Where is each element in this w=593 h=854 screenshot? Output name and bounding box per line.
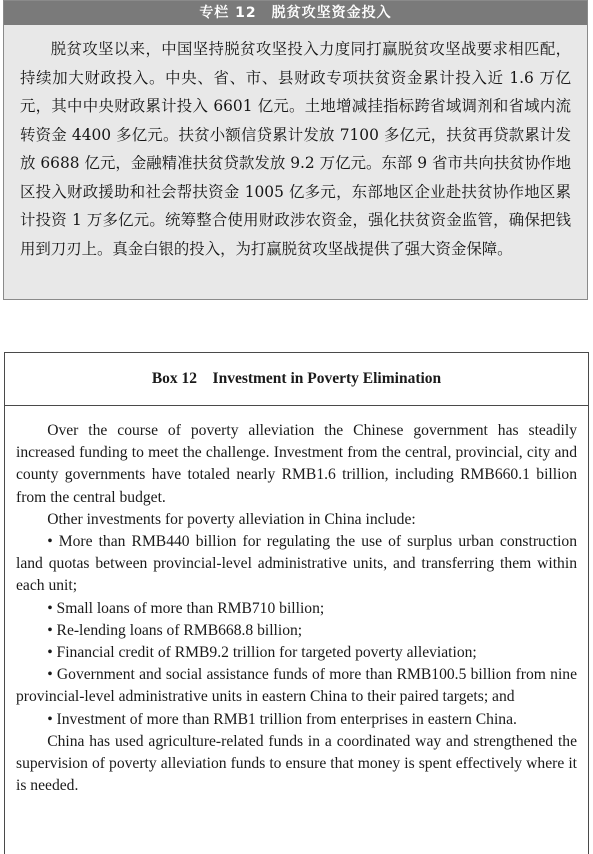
- chinese-box: [3, 0, 588, 300]
- en-bullet-financial-credit: • Financial credit of RMB9.2 trillion for targeted poverty alleviation;: [47, 644, 477, 662]
- en-paragraph-list-intro: Other investments for poverty alleviation in China include:: [47, 510, 416, 528]
- en-bullet-social-assistance: • Government and social assistance funds of more than RMB100.5 billion from nine provincial-level administrative units in eastern China to their paired targets; and: [16, 666, 577, 706]
- english-box: [4, 352, 589, 854]
- english-box-title: Box 12 Investment in Poverty Elimination: [5, 353, 588, 406]
- en-paragraph-intro: Over the course of poverty alleviation the Chinese government has steadily increased funding to meet the challenge. Investment from the central, provincial, city and county governments have totaled nearly RMB1.6 trillion, including RMB660.1 billion from the central budget.: [16, 422, 577, 506]
- chinese-box-body: 脱贫攻坚以来，中国坚持脱贫攻坚投入力度同打赢脱贫攻坚战要求相匹配，持续加大财政投入。中央、省、市、县财政专项扶贫资金累计投入近 1.6 万亿元，其中中央财政累计投入 6601 亿元。土地增减挂指标跨省域调剂和省域内流转资金 4400 多亿元。扶贫小额信贷累计发放 7100 多亿元，扶贫再贷款累计发放 6688 亿元，金融精准扶贫贷款发放 9.2 万亿元。东部 9 省市共向扶贫协作地区投入财政援助和社会帮扶资金 1005 亿多元，东部地区企业赴扶贫协作地区累计投资 1 万多亿元。统筹整合使用财政涉农资金，强化扶贫资金监管，确保把钱用到刀刃上。真金白银的投入，为打赢脱贫攻坚战提供了强大资金保障。: [20, 40, 571, 258]
- en-bullet-relending: • Re-lending loans of RMB668.8 billion;: [47, 621, 303, 639]
- en-bullet-enterprise-investment: • Investment of more than RMB1 trillion from enterprises in eastern China.: [47, 710, 517, 728]
- en-bullet-small-loans: • Small loans of more than RMB710 billion;: [47, 599, 325, 617]
- en-paragraph-conclusion: China has used agriculture-related funds in a coordinated way and strengthened the supervision of poverty alleviation funds to ensure that money is spent effectively where it is needed.: [16, 732, 577, 795]
- en-bullet-land-quotas: • More than RMB440 billion for regulating the use of surplus urban construction land quotas between provincial-level administrative units, and transferring them within each unit;: [16, 533, 577, 595]
- english-box-body: [5, 406, 588, 797]
- chinese-box-title: 专栏 12 脱贫攻坚资金投入: [4, 1, 587, 25]
